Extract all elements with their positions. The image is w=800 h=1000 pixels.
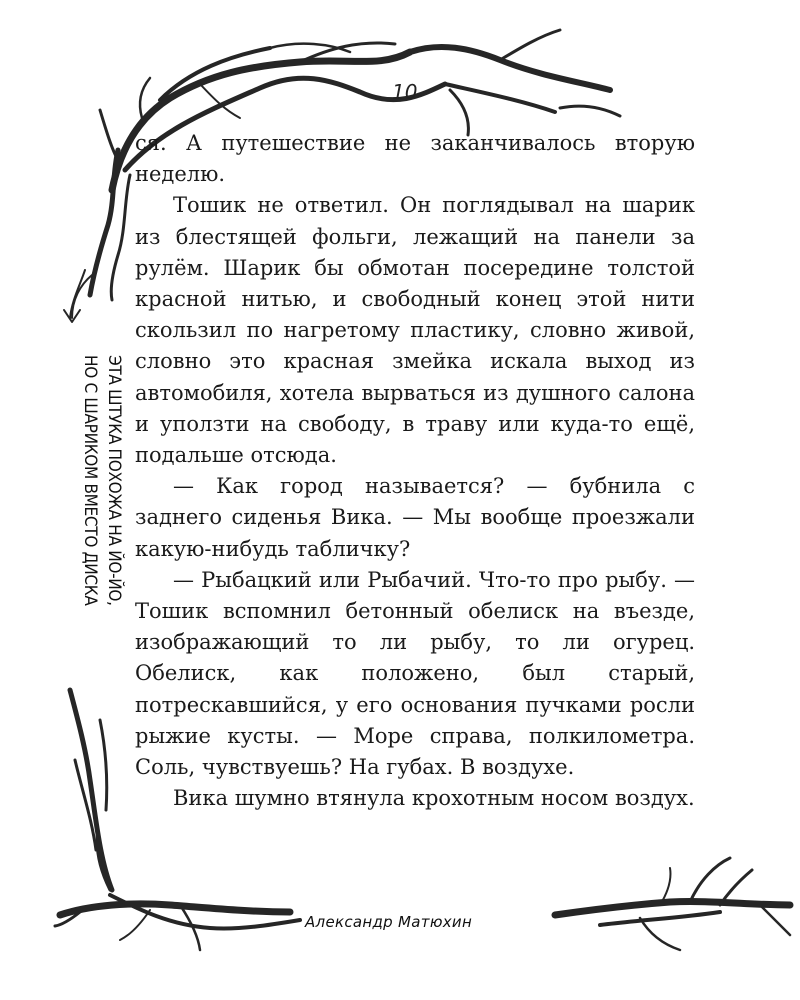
paragraph: Тошик не ответил. Он поглядывал на шарик из блестящей фольги, лежащий на панели за рулём. Шарик бы обмотан посередине толстой красной нитью, и свободный конец этой нити скользил по нагретому пластику, словно живой, словно это красная змейка искала выход из автомобиля, хотела вырваться из душного салона и уползти на свободу, в траву или куда-то ещё, подальше отсюда. [135, 193, 695, 468]
paragraph: ся. А путешествие не заканчивалось вторую неделю. [135, 131, 695, 187]
paragraph: — Рыбацкий или Рыбачий. Что-то про рыбу. — Тошик вспомнил бетонный обелиск на въезде, изображающий то ли рыбу, то ли огурец. Обелиск, как положено, был старый, потрескавшийся, у его основания пучками росли рыжие кусты. — Море справа, полкилометра. Соль, чувствуешь? На губах. В воздухе. [135, 567, 695, 780]
paragraph: — Как город называется? — бубнила с заднего сиденья Вика. — Мы вообще проезжали какую-нибудь табличку? [135, 474, 695, 561]
margin-note [78, 355, 126, 630]
margin-note-line: ЭТА ШТУКА ПОХОЖА НА ЙО-ЙО, [104, 355, 124, 606]
paragraph: Вика шумно втянула крохотным носом воздух. [173, 786, 695, 811]
body-text [135, 128, 695, 814]
margin-note-line: НО С ШАРИКОМ ВМЕСТО ДИСКА [80, 355, 100, 606]
page-number: 10 [392, 80, 418, 104]
footer-author: Александр Матюхин [305, 913, 473, 931]
